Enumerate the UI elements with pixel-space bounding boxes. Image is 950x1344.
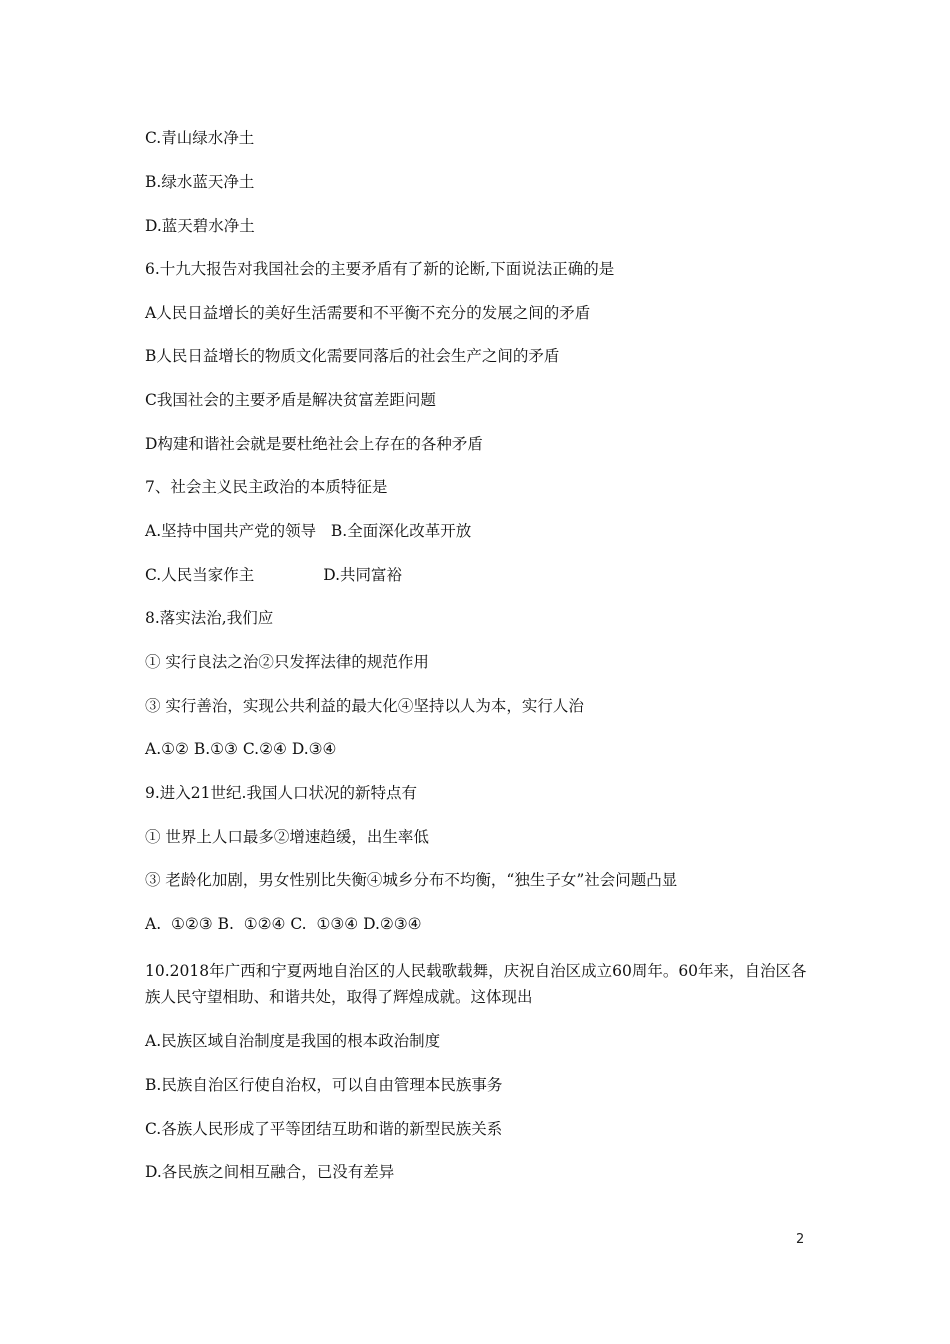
question-6: 6.十九大报告对我国社会的主要矛盾有了新的论断,下面说法正确的是 xyxy=(145,260,615,278)
option-10d: D.各民族之间相互融合，已没有差异 xyxy=(145,1163,395,1181)
option-6b: B人民日益增长的物质文化需要同落后的社会生产之间的矛盾 xyxy=(145,347,560,365)
question-7: 7、社会主义民主政治的本质特征是 xyxy=(145,478,388,496)
option-5c: C.青山绿水净土 xyxy=(145,129,255,147)
statements-8-3-4: ③ 实行善治，实现公共利益的最大化④坚持以人为本，实行人治 xyxy=(145,697,584,715)
page-number: 2 xyxy=(796,1232,805,1247)
statements-8-1-2: ① 实行良法之治②只发挥法律的规范作用 xyxy=(145,653,429,671)
option-6d: D构建和谐社会就是要杜绝社会上存在的各种矛盾 xyxy=(145,435,483,453)
option-10a: A.民族区域自治制度是我国的根本政治制度 xyxy=(145,1032,441,1050)
options-7-ab: A.坚持中国共产党的领导 B.全面深化改革开放 xyxy=(145,522,472,540)
question-9: 9.进入21世纪.我国人口状况的新特点有 xyxy=(145,784,417,802)
options-9: A. ①②③ B. ①②④ C. ①③④ D.②③④ xyxy=(145,915,422,933)
question-8: 8.落实法治,我们应 xyxy=(145,609,274,627)
statements-9-1-2: ① 世界上人口最多②增速趋缓，出生率低 xyxy=(145,828,429,846)
option-6c: C我国社会的主要矛盾是解决贫富差距问题 xyxy=(145,391,436,409)
option-5d: D.蓝天碧水净土 xyxy=(145,217,255,235)
option-5b: B.绿水蓝天净土 xyxy=(145,173,255,191)
option-10b: B.民族自治区行使自治权，可以自由管理本民族事务 xyxy=(145,1076,503,1094)
options-8: A.①② B.①③ C.②④ D.③④ xyxy=(145,740,337,758)
option-10c: C.各族人民形成了平等团结互助和谐的新型民族关系 xyxy=(145,1120,503,1138)
statements-9-3-4: ③ 老龄化加剧，男女性别比失衡④城乡分布不均衡，“独生子女”社会问题凸显 xyxy=(145,871,678,889)
options-7-cd: C.人民当家作主 D.共同富裕 xyxy=(145,566,403,584)
option-6a: A人民日益增长的美好生活需要和不平衡不充分的发展之间的矛盾 xyxy=(145,304,591,322)
question-10: 10.2018年广西和宁夏两地自治区的人民载歌载舞，庆祝自治区成立60周年。60年来，自治区各族人民守望相助、和谐共处，取得了辉煌成就。这体现出 xyxy=(145,962,807,1006)
